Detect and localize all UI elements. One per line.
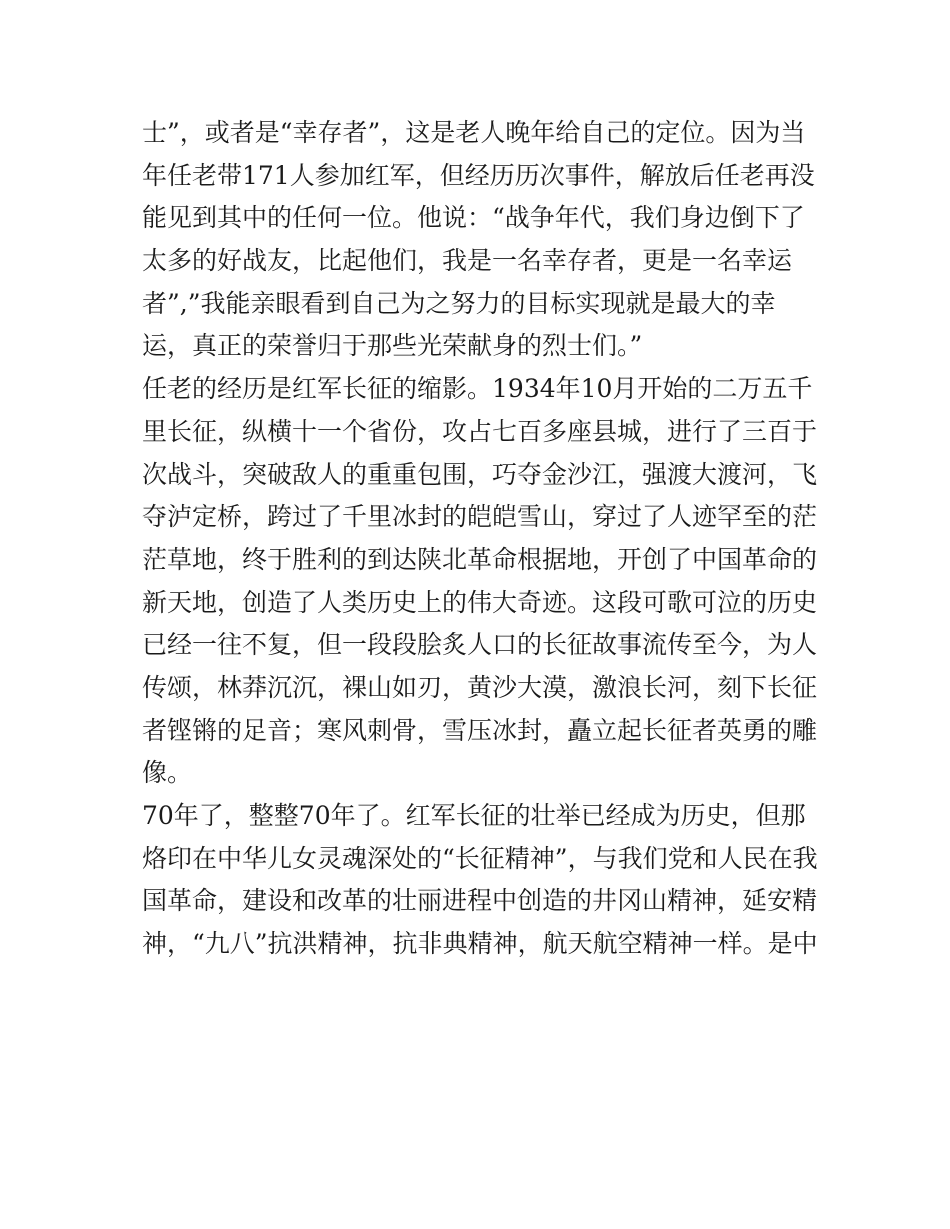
- text-line: 运，真正的荣誉归于那些光荣献身的烈士们。”: [142, 331, 643, 361]
- text-line: 年任老带171人参加红军，但经历历次事件，解放后任老再没: [142, 160, 815, 190]
- text-line: 能见到其中的任何一位。他说：“战争年代，我们身边倒下了: [142, 203, 805, 233]
- text-line: 太多的好战友，比起他们，我是一名幸存者，更是一名幸运: [142, 246, 793, 276]
- text-line: 传颂，林莽沉沉，裸山如刃，黄沙大漠，激浪长河，刻下长征: [142, 672, 818, 702]
- text-line: 烙印在中华儿女灵魂深处的“长征精神”，与我们党和人民在我: [142, 843, 818, 873]
- text-line: 者”,”我能亲眼看到自己为之努力的目标实现就是最大的幸: [142, 288, 776, 318]
- text-line: 像。: [142, 758, 193, 788]
- text-line: 神，“九八”抗洪精神，抗非典精神，航天航空精神一样。是中: [142, 929, 818, 959]
- text-line: 里长征，纵横十一个省份，攻占七百多座县城，进行了三百于: [142, 416, 818, 446]
- text-line: 者铿锵的足音；寒风刺骨，雪压冰封，矗立起长征者英勇的雕: [142, 715, 818, 745]
- text-line: 国革命，建设和改革的壮丽进程中创造的井冈山精神，延安精: [142, 886, 818, 916]
- body-text: [142, 112, 822, 966]
- text-line: 士”，或者是“幸存者”，这是老人晚年给自己的定位。因为当: [142, 118, 806, 147]
- text-line: 已经一往不复，但一段段脍炙人口的长征故事流传至今，为人: [142, 630, 818, 660]
- text-line: 新天地，创造了人类历史上的伟大奇迹。这段可歌可泣的历史: [142, 587, 818, 617]
- text-line: 夺泸定桥，跨过了千里冰封的皑皑雪山，穿过了人迹罕至的茫: [142, 502, 818, 532]
- text-line: 70年了，整整70年了。红军长征的壮举已经成为历史，但那: [142, 801, 806, 830]
- text-line: 次战斗，突破敌人的重重包围，巧夺金沙江，强渡大渡河，飞: [142, 459, 818, 489]
- text-line: 茫草地，终于胜利的到达陕北革命根据地，开创了中国革命的: [142, 544, 818, 574]
- text-line: 任老的经历是红军长征的缩影。1934年10月开始的二万五千: [142, 374, 813, 404]
